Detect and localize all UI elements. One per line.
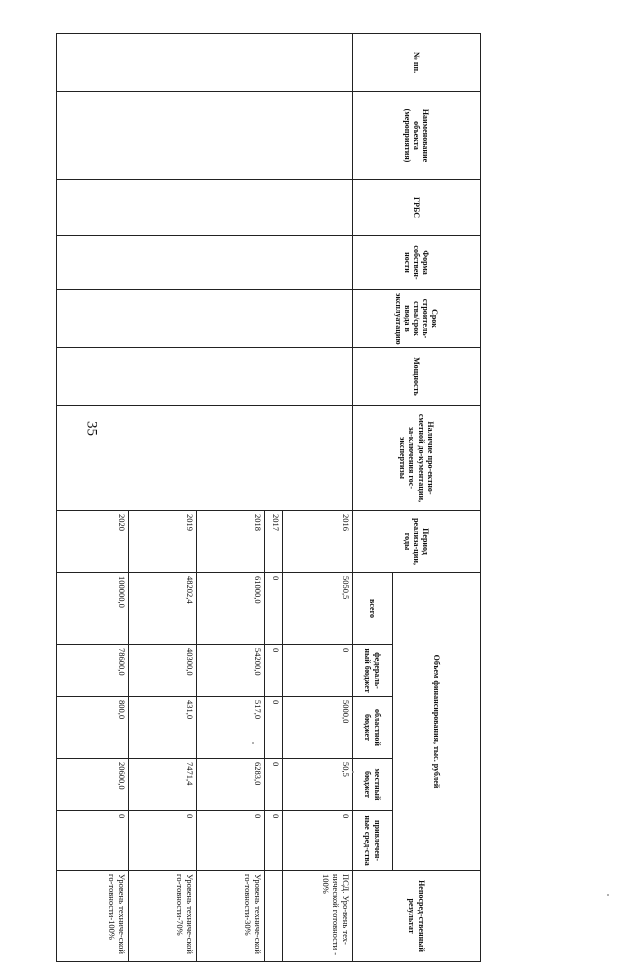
cell-result: Уровень техниче-ской го-товности-100% bbox=[57, 871, 129, 962]
scan-speck bbox=[607, 894, 609, 896]
cell-result bbox=[265, 871, 283, 962]
scan-speck bbox=[352, 771, 354, 773]
header-documentation: Наличие про-ектно-сметной до-кументации, за-ключения гос-экспертизы bbox=[353, 406, 481, 511]
header-funding: Объем финансирования, тыс. рублей bbox=[393, 573, 481, 871]
cell-local: 20600,0 bbox=[57, 759, 129, 811]
page-number: 35 bbox=[83, 421, 100, 436]
cell-regional: 5000,0 bbox=[283, 697, 353, 759]
header-period: Период реализа-ции, годы bbox=[353, 511, 481, 573]
header-grbs: ГРБС bbox=[353, 180, 481, 236]
header-row-1 bbox=[393, 34, 481, 962]
cell-result: ПСД. Уро-вень тех-нической готовности - 100% bbox=[283, 871, 353, 962]
cell-local: 0 bbox=[265, 759, 283, 811]
cell-regional: 0 bbox=[265, 697, 283, 759]
cell-federal: 78600,0 bbox=[57, 645, 129, 697]
cell-regional: 431,0 bbox=[129, 697, 197, 759]
cell-regional: 517,0 bbox=[197, 697, 265, 759]
cell-attracted: 0 bbox=[57, 811, 129, 871]
header-capacity: Мощность bbox=[353, 348, 481, 406]
cell-federal: 0 bbox=[283, 645, 353, 697]
cell-grbs bbox=[57, 180, 353, 236]
cell-year: 2020 bbox=[57, 511, 129, 573]
cell-result: Уровень техниче-ской го-товности-70% bbox=[129, 871, 197, 962]
cell-year: 2017 bbox=[265, 511, 283, 573]
cell-regional: 800,0 bbox=[57, 697, 129, 759]
cell-name bbox=[57, 92, 353, 180]
cell-ownership bbox=[57, 236, 353, 290]
rotated-table-sheet bbox=[92, 33, 481, 956]
header-name: Наименование объекта (мероприятия) bbox=[353, 92, 481, 180]
cell-federal: 54200,0 bbox=[197, 645, 265, 697]
cell-num bbox=[57, 34, 353, 92]
cell-attracted: 0 bbox=[265, 811, 283, 871]
cell-federal: 0 bbox=[265, 645, 283, 697]
cell-local: 7471,4 bbox=[129, 759, 197, 811]
cell-capacity bbox=[57, 348, 353, 406]
header-regional: областной бюджет bbox=[353, 697, 393, 759]
financing-table bbox=[56, 33, 481, 962]
cell-year: 2019 bbox=[129, 511, 197, 573]
cell-year: 2018 bbox=[197, 511, 265, 573]
cell-result: Уровень техниче-ской го-товности-30% bbox=[197, 871, 265, 962]
header-num: № пп. bbox=[353, 34, 481, 92]
cell-total: 5050,5 bbox=[283, 573, 353, 645]
cell-documentation bbox=[57, 406, 353, 511]
table-row bbox=[283, 34, 353, 962]
cell-attracted: 0 bbox=[129, 811, 197, 871]
header-total: всего bbox=[353, 573, 393, 645]
header-federal: федераль-ный бюджет bbox=[353, 645, 393, 697]
header-construction: Срок строитель-ства/срок ввода в эксплуатацию bbox=[353, 290, 481, 348]
cell-total: 0 bbox=[265, 573, 283, 645]
cell-federal: 40300,0 bbox=[129, 645, 197, 697]
cell-attracted: 0 bbox=[197, 811, 265, 871]
header-ownership: Форма собствен-ности bbox=[353, 236, 481, 290]
cell-total: 100000,0 bbox=[57, 573, 129, 645]
cell-attracted: 0 bbox=[283, 811, 353, 871]
cell-local: 50,5 bbox=[283, 759, 353, 811]
cell-year: 2016 bbox=[283, 511, 353, 573]
header-local: местный бюджет bbox=[353, 759, 393, 811]
header-attracted: привлечен-ные сред-ства bbox=[353, 811, 393, 871]
cell-total: 61000,0 bbox=[197, 573, 265, 645]
scan-speck bbox=[252, 742, 254, 744]
cell-local: 6283,0 bbox=[197, 759, 265, 811]
cell-construction bbox=[57, 290, 353, 348]
table-rotation-wrapper bbox=[92, 33, 481, 956]
header-result: Непосред-ственный результат bbox=[353, 871, 481, 962]
cell-total: 48202,4 bbox=[129, 573, 197, 645]
